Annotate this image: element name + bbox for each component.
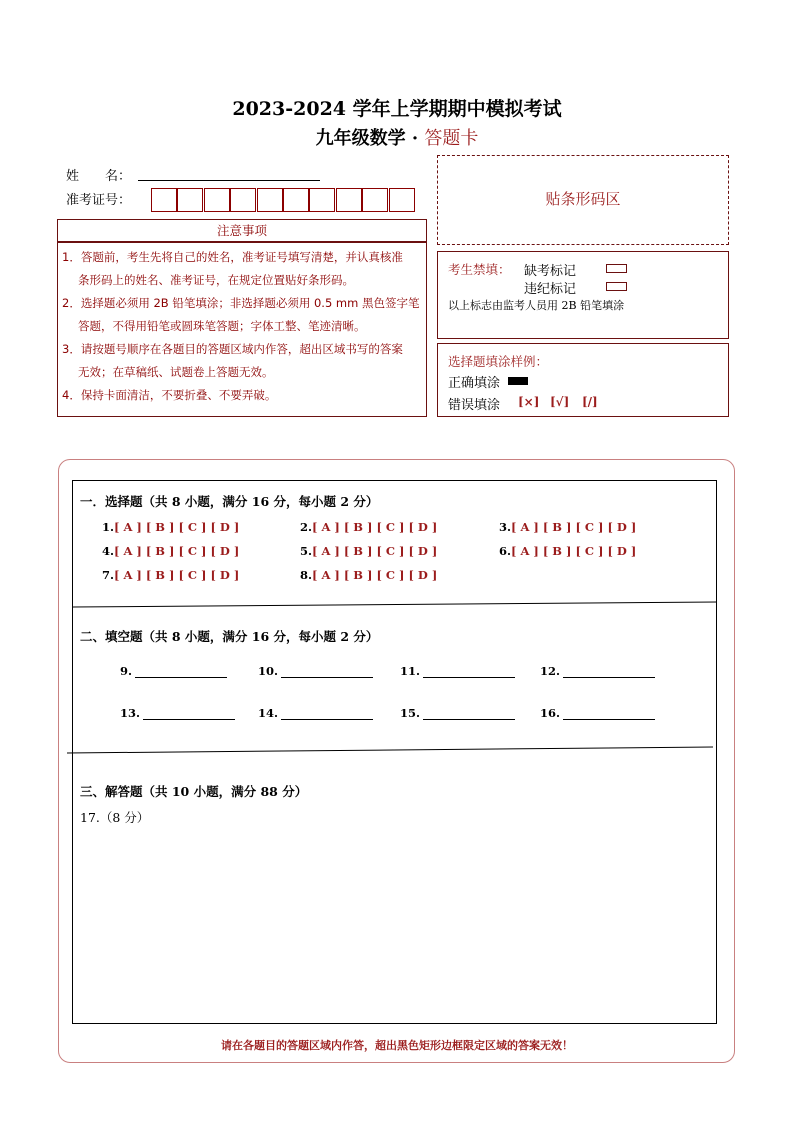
mc-question[interactable]: [102, 520, 239, 534]
violation-label: 违纪标记: [524, 282, 577, 297]
wrong-mark-slash: [/]: [582, 395, 598, 409]
answer-options[interactable]: [ A ] [ B ] [ C ] [ D ]: [511, 544, 637, 558]
name-label: 姓 名：: [66, 169, 132, 184]
divider-1: [72, 602, 717, 607]
mc-question[interactable]: [300, 520, 437, 534]
notice-item-line: 4．保持卡面清洁，不要折叠、不要弄破。: [62, 388, 277, 402]
mc-question[interactable]: [102, 544, 239, 558]
question-number: 13.: [120, 706, 141, 720]
question-number: 15.: [400, 706, 421, 720]
answer-options[interactable]: [ A ] [ B ] [ C ] [ D ]: [511, 520, 637, 534]
question-number: 12.: [540, 664, 561, 678]
blank-question: [120, 664, 227, 678]
answer-blank[interactable]: [143, 707, 235, 720]
blank-question: [120, 706, 235, 720]
question-number: 16.: [540, 706, 561, 720]
question-number: 5.: [300, 544, 313, 558]
footer-warning: 请在各题目的答题区域内作答，超出黑色矩形边框限定区域的答案无效！: [221, 1039, 573, 1052]
answer-options[interactable]: [ A ] [ B ] [ C ] [ D ]: [312, 520, 438, 534]
answer-blank[interactable]: [563, 707, 655, 720]
wrong-label: 错误填涂: [448, 398, 501, 413]
notice-item-line: 答题，不得用铅笔或圆珠笔答题；字体工整、笔迹清晰。: [78, 319, 366, 333]
answer-blank[interactable]: [135, 665, 227, 678]
notice-item-line: 条形码上的姓名、准考证号，在规定位置贴好条形码。: [78, 273, 354, 287]
absent-label: 缺考标记: [524, 264, 577, 279]
notice-title: 注意事项: [216, 223, 267, 238]
blank-question: [258, 664, 373, 678]
id-digit-box[interactable]: [283, 188, 309, 212]
correct-label: 正确填涂: [448, 376, 501, 391]
id-digit-box[interactable]: [336, 188, 362, 212]
subject: 九年级数学: [315, 128, 406, 149]
mc-question[interactable]: [499, 520, 636, 534]
question-number: 14.: [258, 706, 279, 720]
notice-item-line: 2．选择题必须用 2B 铅笔填涂；非选择题必须用 0.5 mm 黑色签字笔: [62, 296, 420, 310]
answer-blank[interactable]: [281, 665, 373, 678]
mc-question[interactable]: [300, 568, 437, 582]
notice-item-line: 无效；在草稿纸、试题卷上答题无效。: [78, 365, 274, 379]
id-digit-box[interactable]: [362, 188, 388, 212]
mc-question[interactable]: [300, 544, 437, 558]
answer-options[interactable]: [ A ] [ B ] [ C ] [ D ]: [114, 520, 240, 534]
blank-question: [400, 664, 515, 678]
sample-title: 选择题填涂样例：: [448, 354, 549, 369]
question-number: 8.: [300, 568, 313, 582]
section1-title: 一．选择题（共 8 小题，满分 16 分，每小题 2 分）: [80, 494, 379, 509]
forbidden-note: 以上标志由监考人员用 2B 铅笔填涂: [448, 299, 625, 312]
q17-label: 17.（8 分）: [80, 810, 150, 825]
id-digit-box[interactable]: [257, 188, 283, 212]
dot: ·: [411, 128, 419, 149]
id-digit-box[interactable]: [389, 188, 415, 212]
blank-question: [540, 706, 655, 720]
notice-item-line: 3．请按题号顺序在各题目的答题区域内作答，超出区域书写的答案: [62, 342, 403, 356]
id-digit-box[interactable]: [309, 188, 335, 212]
id-label: 准考证号：: [66, 193, 132, 208]
answer-options[interactable]: [ A ] [ B ] [ C ] [ D ]: [312, 544, 438, 558]
question-number: 4.: [102, 544, 115, 558]
id-digit-box[interactable]: [151, 188, 177, 212]
divider-2: [67, 747, 713, 753]
question-number: 1.: [102, 520, 115, 534]
wrong-mark-cross: [×]: [518, 395, 540, 409]
id-digit-box[interactable]: [204, 188, 230, 212]
blank-question: [258, 706, 373, 720]
question-number: 2.: [300, 520, 313, 534]
question-number: 7.: [102, 568, 115, 582]
answer-options[interactable]: [ A ] [ B ] [ C ] [ D ]: [114, 544, 240, 558]
id-digit-box[interactable]: [177, 188, 203, 212]
forbidden-label: 考生禁填：: [448, 262, 511, 277]
id-digit-box[interactable]: [230, 188, 256, 212]
question-number: 9.: [120, 664, 133, 678]
answer-blank[interactable]: [281, 707, 373, 720]
notice-item-line: 1．答题前，考生先将自己的姓名，准考证号填写清楚，并认真核准: [62, 250, 403, 264]
question-number: 11.: [400, 664, 421, 678]
section2-title: 二、填空题（共 8 小题，满分 16 分，每小题 2 分）: [80, 629, 379, 644]
exam-title: 2023-2024 学年上学期期中模拟考试: [232, 98, 562, 120]
q17-answer-area[interactable]: [73, 825, 716, 1023]
mc-question[interactable]: [102, 568, 239, 582]
blank-question: [400, 706, 515, 720]
section3-title: 三、解答题（共 10 小题，满分 88 分）: [80, 784, 308, 799]
blank-question: [540, 664, 655, 678]
answer-blank[interactable]: [423, 707, 515, 720]
answer-options[interactable]: [ A ] [ B ] [ C ] [ D ]: [114, 568, 240, 582]
card-label: 答题卡: [424, 128, 479, 149]
answer-options[interactable]: [ A ] [ B ] [ C ] [ D ]: [312, 568, 438, 582]
wrong-mark-check: [√]: [550, 395, 570, 409]
question-number: 6.: [499, 544, 512, 558]
answer-blank[interactable]: [423, 665, 515, 678]
answer-blank[interactable]: [563, 665, 655, 678]
question-number: 10.: [258, 664, 279, 678]
mc-question[interactable]: [499, 544, 636, 558]
question-number: 3.: [499, 520, 512, 534]
barcode-label: 贴条形码区: [545, 190, 621, 208]
